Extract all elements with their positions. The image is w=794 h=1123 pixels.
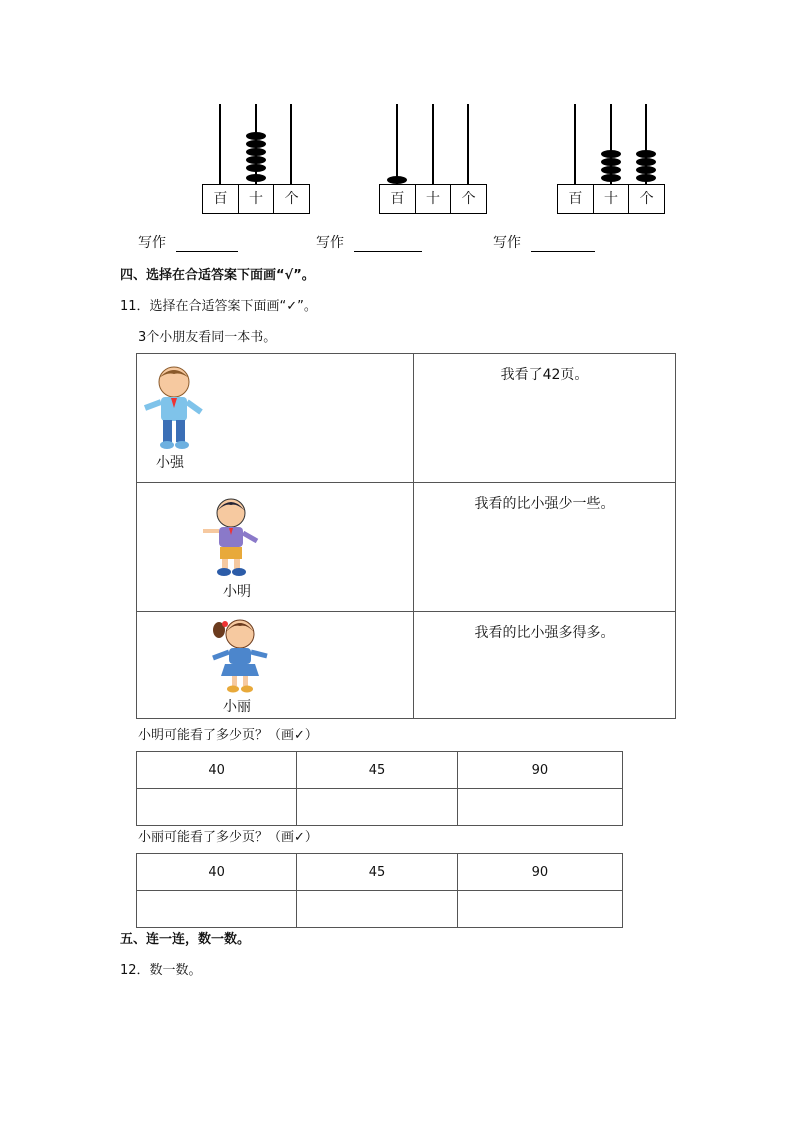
speech-xiaoqiang: 我看了42页。 <box>414 354 676 483</box>
place-tens: 十 <box>239 185 275 213</box>
abacus-3 <box>557 104 665 214</box>
abacus-2 <box>379 104 487 214</box>
table-row <box>137 854 623 891</box>
write-label: 写作 <box>493 235 521 251</box>
option-40: 40 <box>137 752 297 789</box>
place-ones: 个 <box>461 191 476 207</box>
section-5-heading: 五、连一连，数一数。 <box>120 932 251 947</box>
speech-xiaoli: 我看的比小强多得多。 <box>414 612 676 719</box>
table-row <box>137 789 623 826</box>
table-row <box>137 483 676 612</box>
table-row <box>137 752 623 789</box>
option-90: 90 <box>457 752 622 789</box>
abacus-1 <box>202 104 310 214</box>
check-cell-45[interactable] <box>297 891 457 928</box>
question-12: 12．数一数。 <box>120 963 202 978</box>
question-xiaoli: 小丽可能看了多少页？（画✓） <box>138 830 318 845</box>
write-as-1 <box>138 234 238 252</box>
place-hundreds: 百 <box>380 185 416 213</box>
section-4-heading: 四、选择在合适答案下面画“√”。 <box>120 268 315 283</box>
place-tens: 十 <box>416 185 452 213</box>
check-cell-40[interactable] <box>137 789 297 826</box>
table-row <box>137 891 623 928</box>
write-label: 写作 <box>138 235 166 251</box>
kid-name-xiaoming: 小明 <box>223 584 251 600</box>
question-11: 11．选择在合适答案下面画“✓”。 <box>120 299 317 314</box>
option-45: 45 <box>297 854 457 891</box>
answer-blank-3[interactable] <box>531 251 595 252</box>
place-hundreds: 百 <box>203 185 239 213</box>
table-row <box>137 612 676 719</box>
girl-xiaoli-illustration <box>207 616 273 696</box>
check-cell-40[interactable] <box>137 891 297 928</box>
speech-xiaoming: 我看的比小强少一些。 <box>414 483 676 612</box>
boy-xiaoqiang-illustration <box>139 364 209 450</box>
option-45: 45 <box>297 752 457 789</box>
option-90: 90 <box>457 854 622 891</box>
check-cell-90[interactable] <box>457 891 622 928</box>
place-tens: 十 <box>594 185 630 213</box>
check-cell-45[interactable] <box>297 789 457 826</box>
kid-cell <box>137 354 414 483</box>
option-40: 40 <box>137 854 297 891</box>
boy-xiaoming-illustration <box>201 495 261 579</box>
kid-name-xiaoqiang: 小强 <box>156 455 184 471</box>
answer-blank-2[interactable] <box>354 251 422 252</box>
options-table-xiaoli <box>136 853 623 928</box>
kids-table <box>136 353 676 719</box>
question-xiaoming: 小明可能看了多少页？（画✓） <box>138 728 318 743</box>
write-as-3 <box>493 234 595 252</box>
write-label: 写作 <box>316 235 344 251</box>
write-as-2 <box>316 234 422 252</box>
options-table-xiaoming <box>136 751 623 826</box>
kid-cell <box>137 483 414 612</box>
kid-name-xiaoli: 小丽 <box>223 699 251 715</box>
place-hundreds: 百 <box>558 185 594 213</box>
answer-blank-1[interactable] <box>176 251 238 252</box>
check-cell-90[interactable] <box>457 789 622 826</box>
intro-text: 3个小朋友看同一本书。 <box>138 330 277 345</box>
table-row <box>137 354 676 483</box>
kid-cell <box>137 612 414 719</box>
place-ones: 个 <box>284 191 299 207</box>
place-ones: 个 <box>639 191 654 207</box>
